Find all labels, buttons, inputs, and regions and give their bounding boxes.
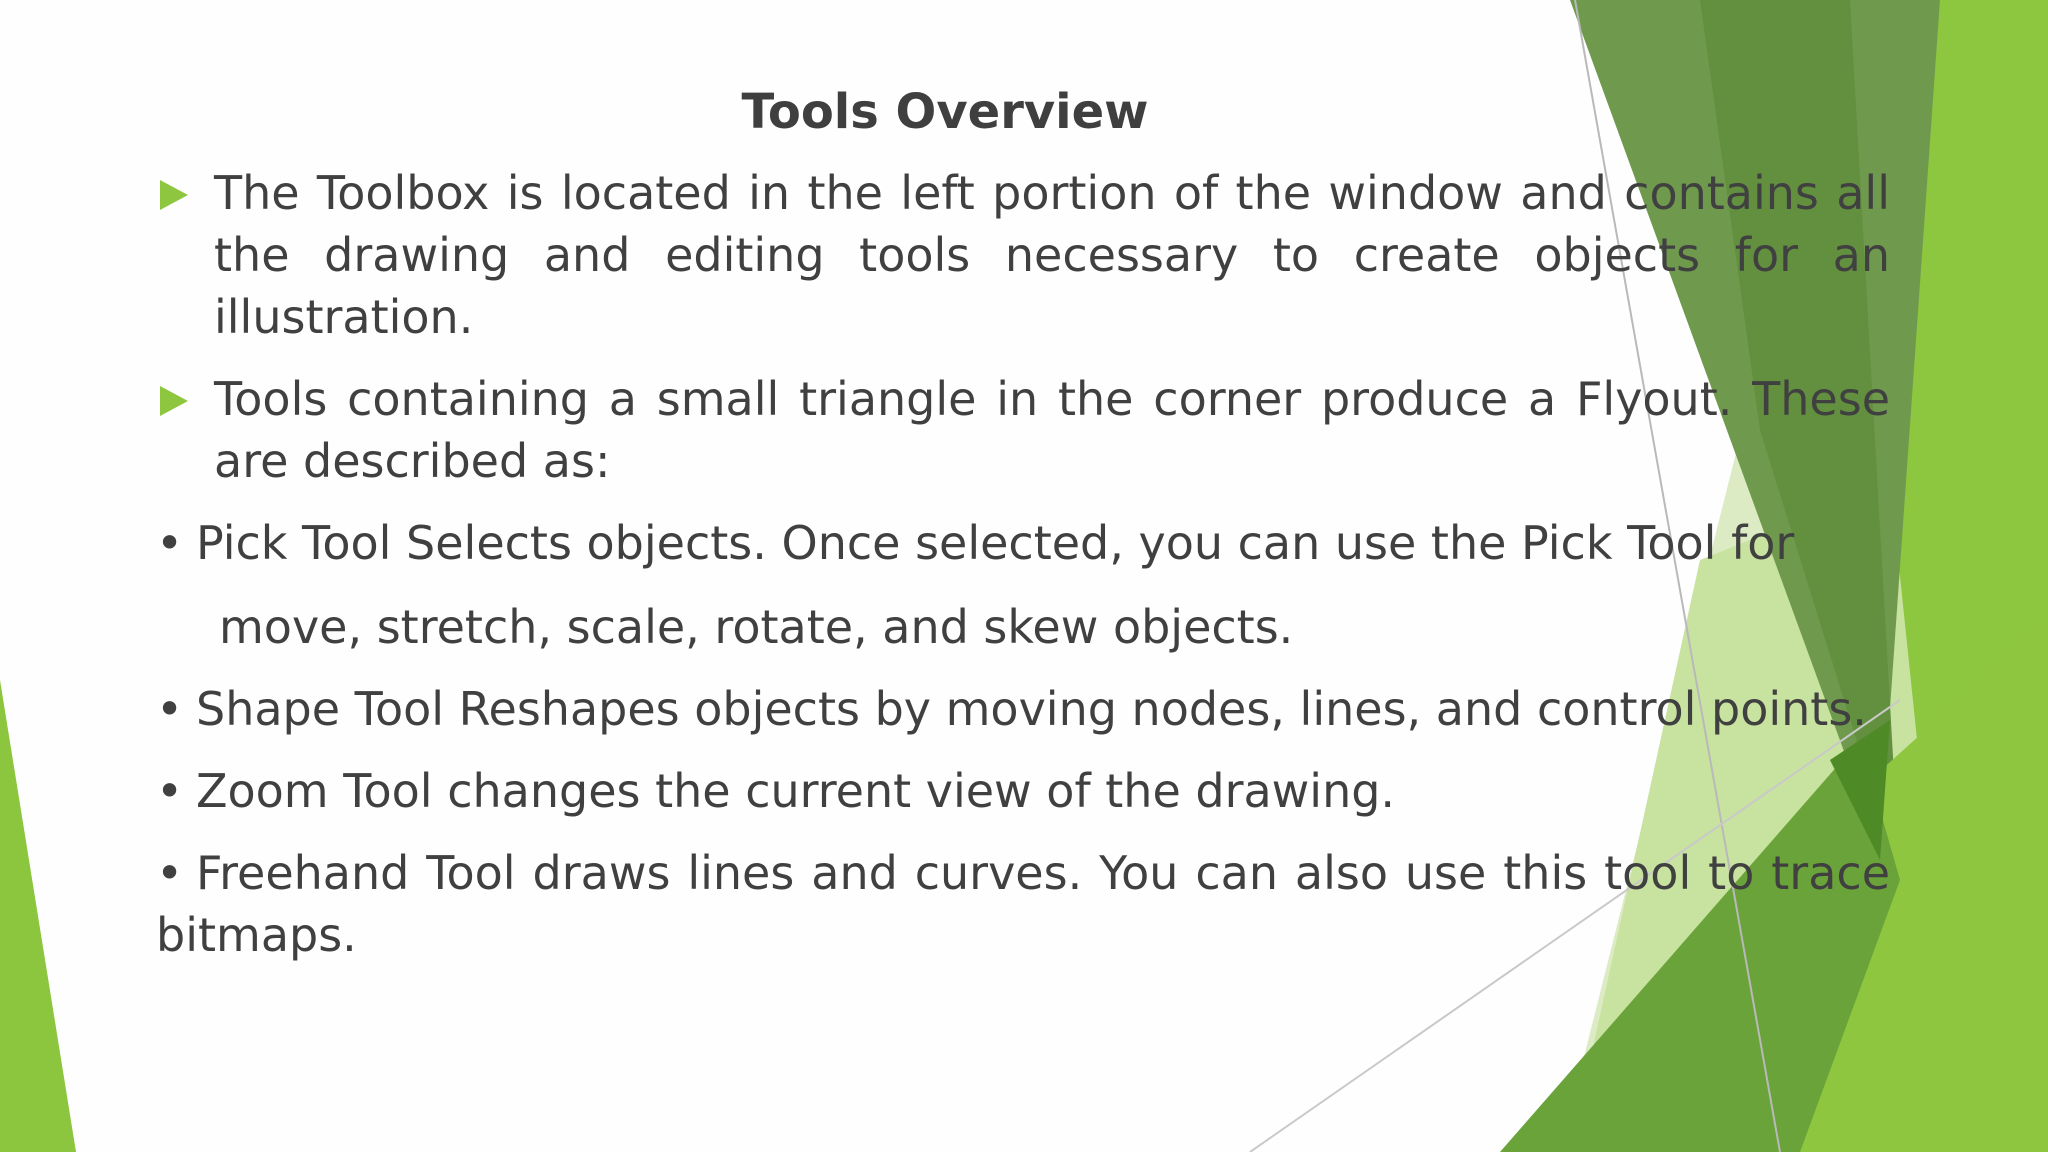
bullet-text: Pick Tool Selects objects. Once selected, you can use the Pick Tool for <box>196 516 1795 570</box>
bullet-dot: • <box>156 846 184 900</box>
bullet-dot: • <box>156 516 184 570</box>
left-green-shape <box>0 680 76 1152</box>
slide-title: Tools Overview <box>741 84 1149 140</box>
arrow-bullet-icon <box>160 180 188 210</box>
bullet-text: Freehand Tool draws lines and curves. You can also use this tool to trace bitmaps. <box>156 846 1890 962</box>
bullet-text: Zoom Tool changes the current view of the drawing. <box>196 764 1396 818</box>
arrow-bullet-icon <box>160 386 188 416</box>
bullet-item-zoom-tool <box>156 760 1890 822</box>
bullet-item-freehand-tool <box>156 842 1890 966</box>
bullet-item-pick-tool <box>156 512 1890 574</box>
bullet-item-shape-tool <box>156 678 1890 740</box>
bullet-text: Shape Tool Reshapes objects by moving nodes, lines, and control points. <box>196 682 1867 736</box>
bullet-dot: • <box>156 764 184 818</box>
arrow-bullet-text: Tools containing a small triangle in the corner produce a Flyout. These are described as: <box>214 372 1890 488</box>
bullet-dot: • <box>156 682 184 736</box>
arrow-bullet-item <box>156 368 1890 492</box>
arrow-bullet-text: The Toolbox is located in the left portion of the window and contains all the drawing and editing tools necessary to create objects for an illustration. <box>214 166 1890 344</box>
arrow-bullet-item <box>156 162 1890 348</box>
slide-content <box>156 162 1890 966</box>
bullet-item-pick-tool-continuation: move, stretch, scale, rotate, and skew objects. <box>219 600 1294 654</box>
